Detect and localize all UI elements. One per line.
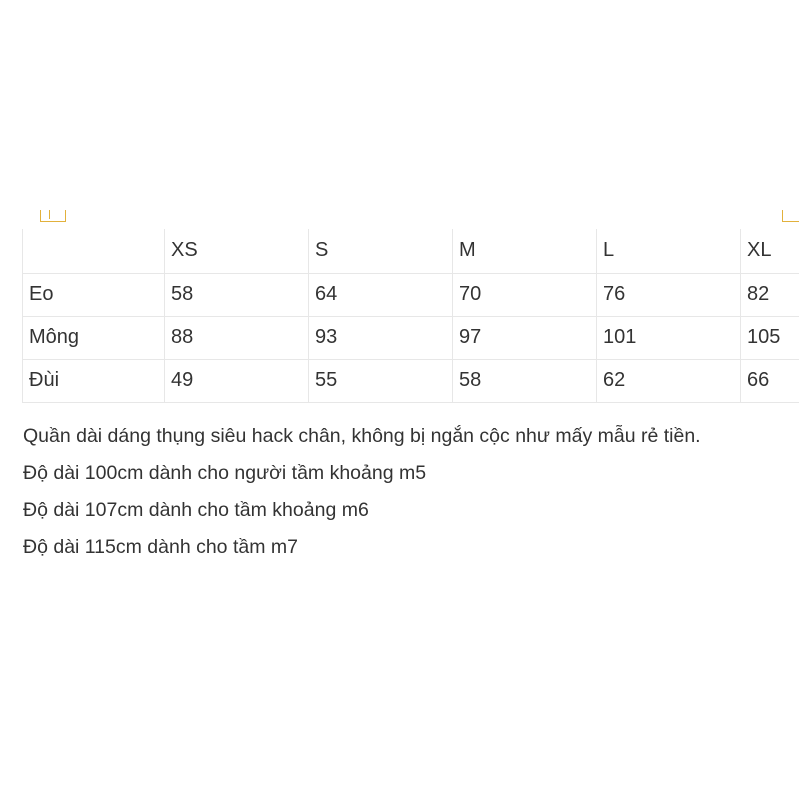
table-cell: 76 [597,273,741,316]
table-cell: 88 [165,316,309,359]
table-cell: 66 [741,359,799,402]
table-cell: 93 [309,316,453,359]
header-cell-empty [23,229,165,273]
header-cell-xl: XL [741,229,799,273]
header-cell-m: M [453,229,597,273]
table-cell: 58 [453,359,597,402]
size-chart-table [22,229,799,403]
table-cell: 64 [309,273,453,316]
table-cell: 55 [309,359,453,402]
note-line: Quần dài dáng thụng siêu hack chân, không bị ngắn cộc như mấy mẫu rẻ tiền. [23,425,701,447]
table-cell: 49 [165,359,309,402]
note-line: Độ dài 115cm dành cho tầm m7 [23,536,298,558]
row-label: Eo [23,273,165,316]
table-cell: 82 [741,273,799,316]
product-notes [23,418,793,566]
table-row [23,359,799,402]
table-row [23,316,799,359]
table-cell: 70 [453,273,597,316]
note-line: Độ dài 107cm dành cho tầm khoảng m6 [23,499,369,521]
table-row [23,273,799,316]
header-cell-s: S [309,229,453,273]
decorative-bracket-right [782,210,799,222]
table-cell: 62 [597,359,741,402]
table-cell: 105 [741,316,799,359]
header-cell-l: L [597,229,741,273]
row-label: Đùi [23,359,165,402]
row-label: Mông [23,316,165,359]
decorative-bracket-left [40,210,66,222]
table-cell: 97 [453,316,597,359]
header-cell-xs: XS [165,229,309,273]
table-cell: 58 [165,273,309,316]
table-header-row [23,229,799,273]
note-line: Độ dài 100cm dành cho người tầm khoảng m5 [23,462,427,484]
table-cell: 101 [597,316,741,359]
